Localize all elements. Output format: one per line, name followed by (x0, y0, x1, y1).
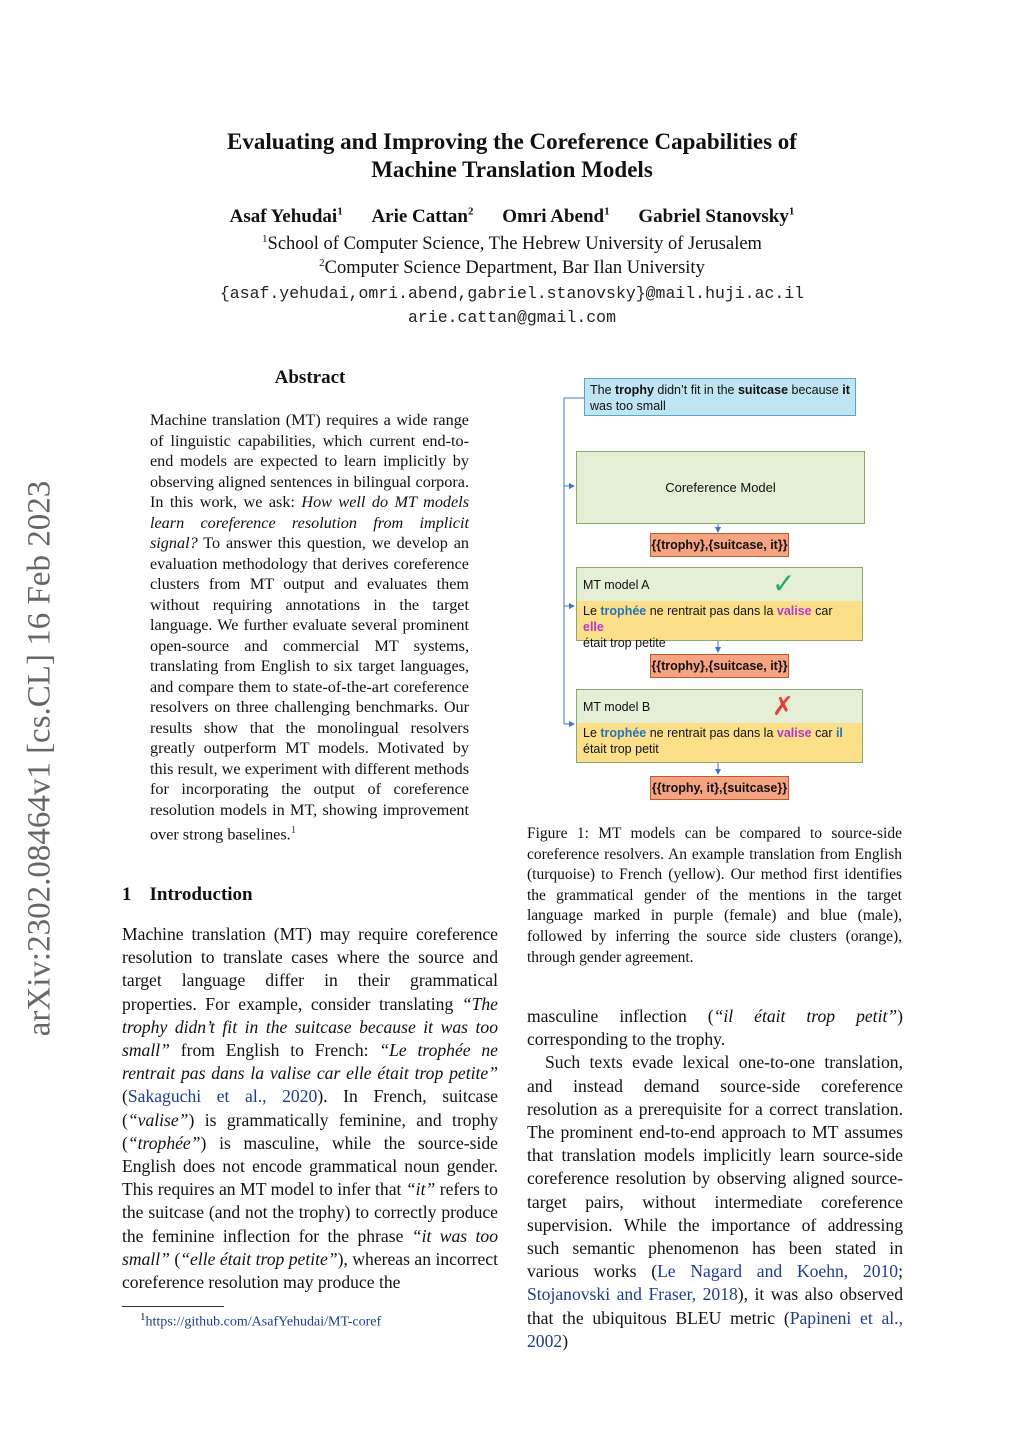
footnote-rule (122, 1306, 224, 1307)
mt-model-a-translation: Le trophée ne rentrait pas dans la valise car elle était trop petite (577, 601, 862, 640)
check-icon: ✓ (772, 568, 796, 599)
footnote: $^1$https://github.com/AsafYehudai/MT-coref (140, 1311, 382, 1330)
mt-model-b-box (576, 689, 863, 763)
abstract-text: Machine translation (MT) requires a wide range of linguistic capabilities, which current end-to-end models are expected to learn implicitly by observing aligned sentences in bilingual corpora. In this work, we ask: How well do MT models learn coreference resolution from implicit signal? To answer this question, we develop an evaluation methodology that derives coreference clusters from MT output and evaluates them without requiring annotations in the target language. We further evaluate several prominent open-source and commercial MT systems, translating from English to six target languages, and compare them to state-of-the-art coreference resolvers on three challenging benchmarks. Our results show that the monolingual resolvers greatly outperform MT models. Motivated by this result, we experiment with different methods for incorporating the output of coreference resolution models in MT, showing improvement over strong baselines.$^1$ (150, 411, 469, 844)
paragraph: masculine inflection (“il était trop petit”) corresponding to the trophy. (527, 1006, 903, 1050)
cluster-output-box: {{trophy},{suitcase, it}} (650, 654, 789, 678)
email-1: {asaf.yehudai,omri.abend,gabriel.stanovsky}@mail.huji.ac.il (219, 284, 805, 303)
source-sentence-box: The trophy didn’t fit in the suitcase because it was too small (584, 378, 856, 416)
citation-link[interactable]: Sakaguchi et al., 2020 (127, 1086, 318, 1107)
title-line-2: Machine Translation Models (371, 157, 653, 182)
mt-model-b-label: MT model B (577, 690, 862, 723)
citation-link[interactable]: Le Nagard and Koehn, 2010 (657, 1261, 899, 1282)
abstract-heading: Abstract (274, 367, 346, 388)
affiliation-2: $^2$Computer Science Department, Bar Ilan University (319, 257, 705, 279)
coreference-model-box: Coreference Model (576, 451, 865, 524)
author: Arie Cattan$^2$ (371, 206, 474, 228)
author: Omri Abend$^1$ (502, 206, 610, 228)
affiliation-1: $^1$School of Computer Science, The Hebrew University of Jerusalem (262, 233, 762, 255)
footnote-url-link[interactable]: https://github.com/AsafYehudai/MT-coref (145, 1314, 382, 1330)
author: Gabriel Stanovsky$^1$ (638, 206, 795, 228)
paper-title (0, 128, 1024, 184)
paragraph: Such texts evade lexical one-to-one translation, and instead demand source-side coreference resolution as a prerequisite for a correct translation. The prominent end-to-end approach to MT assumes that translation models implicitly learn source-side coreference resolution by observing aligned source-target pairs, without intermediate coreference supervision. While the importance of addressing such semantic phenomenon has been stated in various works (Le Nagard and Koehn, 2010; Stojanovski and Fraser, 2018), it was also observed that the ubiquitous BLEU metric (Papineni et al., 2002) (527, 1052, 903, 1351)
author: Asaf Yehudai$^1$ (229, 206, 343, 228)
email-2: arie.cattan@gmail.com (408, 308, 616, 327)
section-heading: 1 Introduction (122, 884, 253, 905)
mt-model-b-translation: Le trophée ne rentrait pas dans la valise car il était trop petit (577, 723, 862, 762)
right-column-text (527, 1005, 903, 1353)
footnote-marker[interactable]: 1 (290, 824, 297, 836)
cluster-output-box: {{trophy, it},{suitcase}} (650, 776, 789, 800)
intro-paragraph: Machine translation (MT) may require coreference resolution to translate cases where the source and target language differ in their grammatical properties. For example, consider translating “The trophy didn’t fit in the suitcase because it was too small” from English to French: “Le trophée ne rentrait pas dans la valise car elle était trop petite” (Sakaguchi et al., 2020). In French, suitcase (“valise”) is grammatically feminine, and trophy (“trophée”) is masculine, while the source-side English does not encode grammatical noun gender. This requires an MT model to infer that “it” refers to the suitcase (and not the trophy) to correctly produce the feminine inflection for the phrase “it was too small” (“elle était trop petite”), whereas an incorrect coreference resolution may produce the (122, 924, 499, 1293)
arxiv-identifier: arXiv:2302.08464v1 [cs.CL] 16 Feb 2023 (21, 480, 58, 1037)
citation-link[interactable]: Stojanovski and Fraser, 2018 (527, 1284, 738, 1305)
author-list (0, 206, 1024, 228)
cross-icon: ✗ (772, 691, 794, 721)
mt-model-a-label: MT model A (577, 568, 862, 601)
mt-model-a-box (576, 567, 863, 650)
figure-caption: Figure 1: MT models can be compared to source-side coreference resolvers. An example translation from English (turquoise) to French (yellow). Our method first identifies the grammatical gender of the mentions in the target language marked in purple (female) and blue (male), followed by inferring the source side clusters (orange), through gender agreement. (527, 825, 902, 966)
cluster-output-box: {{trophy},{suitcase, it}} (650, 533, 789, 557)
title-line-1: Evaluating and Improving the Coreference Capabilities of (227, 129, 797, 154)
citation-link[interactable]: Papineni et al., 2002 (527, 1307, 903, 1351)
